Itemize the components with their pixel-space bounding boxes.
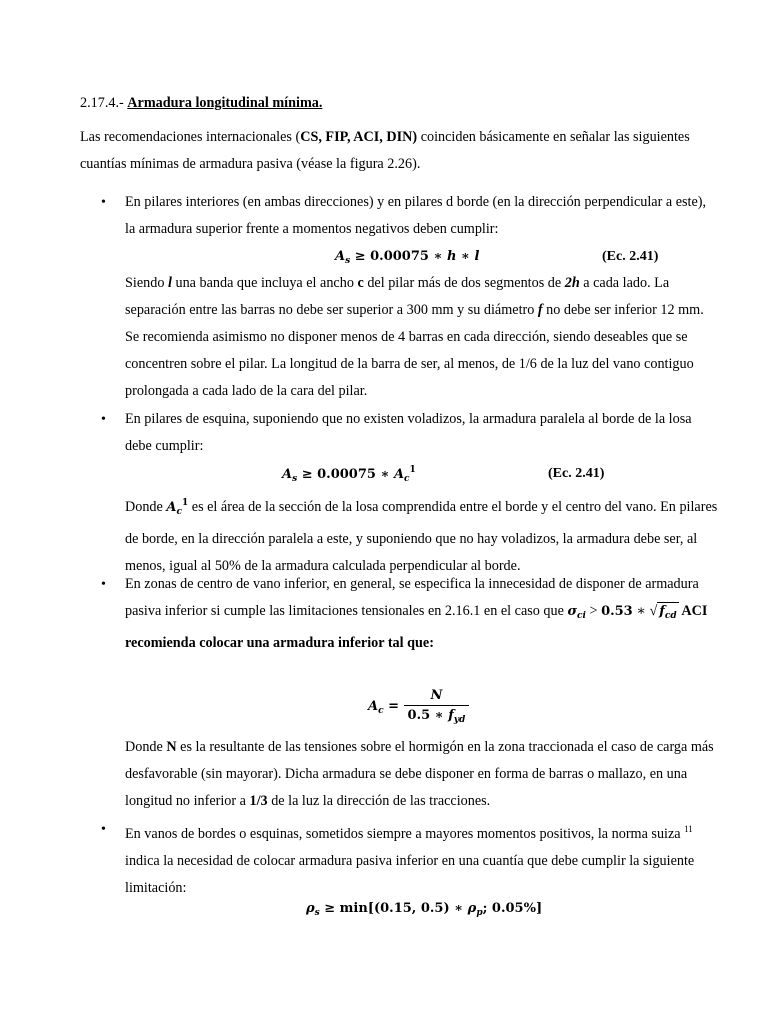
heading-title: Armadura longitudinal mínima. xyxy=(127,95,323,111)
equation-3: $A_c$ = $\frac{N}{0.5 ∗ f_{yd}}$ xyxy=(368,688,469,725)
bullet-4-text: En vanos de bordes o esquinas, sometidos siempre a mayores momentos positivos, la norma suiza $^{11}$ indica la necesidad de colocar armadura pasiva inferior en una cuantía que debe cumplir la siguiente limitación: xyxy=(125,824,695,896)
equation-2-ref: (Ec. 2.41) xyxy=(548,466,605,481)
heading-number: 2.17.4.- xyxy=(80,95,124,111)
bullet-1-explanation: Siendo l una banda que incluya el ancho c del pilar más de dos segmentos de 2h a cada lado. La separación entre las barras no debe ser superior a 300 mm y su diámetro f no debe ser inferior 12 mm. Se recomienda asimismo no disponer menos de 4 barras en cada dirección, siendo deseables que se concentren sobre el pilar. La longitud de la barra de ser, al menos, de 1/6 de la luz del vano contiguo prolongada a cada lado de la cara del pilar. xyxy=(125,275,704,399)
bullet-icon: • xyxy=(101,412,106,427)
bullet-2-text: En pilares de esquina, suponiendo que no existen voladizos, la armadura paralela al borde de la losa debe cumplir: xyxy=(125,411,692,454)
equation-1: $A_s \ge 0.00075$ ∗ h ∗ l xyxy=(335,249,480,266)
bullet-2-explanation: Donde $A_c^1$ es el área de la sección de la losa comprendida entre el borde y el centro del vano. En pilares de borde, en la dirección paralela a este, y suponiendo que no hay voladizos, la armadura debe ser, al menos, igual al 50% de la armadura calculada perpendicular al borde. xyxy=(125,498,718,574)
equation-4: $\rho_s \ge \min[(0.15$, 0.5) ∗ $\rho_p$; 0.05%] xyxy=(306,901,543,918)
bullet-icon: • xyxy=(101,195,106,210)
bullet-icon: • xyxy=(101,577,106,592)
bullet-3-text: En zonas de centro de vano inferior, en general, se especifica la innecesidad de disponer de armadura pasiva inferior si cumple las limitaciones tensionales en 2.16.1 en el caso que $\sigma_{ci} > 0.53$ ∗ √ $f_{cd}$ ACI recomienda colocar una armadura inferior tal que: xyxy=(125,576,708,651)
footnote-ref[interactable]: 11 xyxy=(684,824,693,834)
equation-1-ref: (Ec. 2.41) xyxy=(602,249,659,264)
intro-paragraph: Las recomendaciones internacionales (CS, FIP, ACI, DIN) coinciden básicamente en señalar las siguientes cuantías mínimas de armadura pasiva (véase la figura 2.26). xyxy=(80,129,690,172)
equation-2: $A_s \ge 0.00075$ ∗ $A_c^1$ xyxy=(282,465,416,484)
bullet-icon: • xyxy=(101,822,106,837)
bullet-1-text: En pilares interiores (en ambas direcciones) y en pilares d borde (en la dirección perpendicular a este), la armadura superior frente a momentos negativos deben cumplir: xyxy=(125,194,707,237)
section-heading xyxy=(80,90,708,117)
bullet-3-explanation: Donde N es la resultante de las tensiones sobre el hormigón en la zona traccionada el caso de carga más desfavorable (sin mayorar). Dicha armadura se debe disponer en forma de barras o mallazo, en una longitud no inferior a 1/3 de la luz la dirección de las tracciones. xyxy=(125,739,714,809)
